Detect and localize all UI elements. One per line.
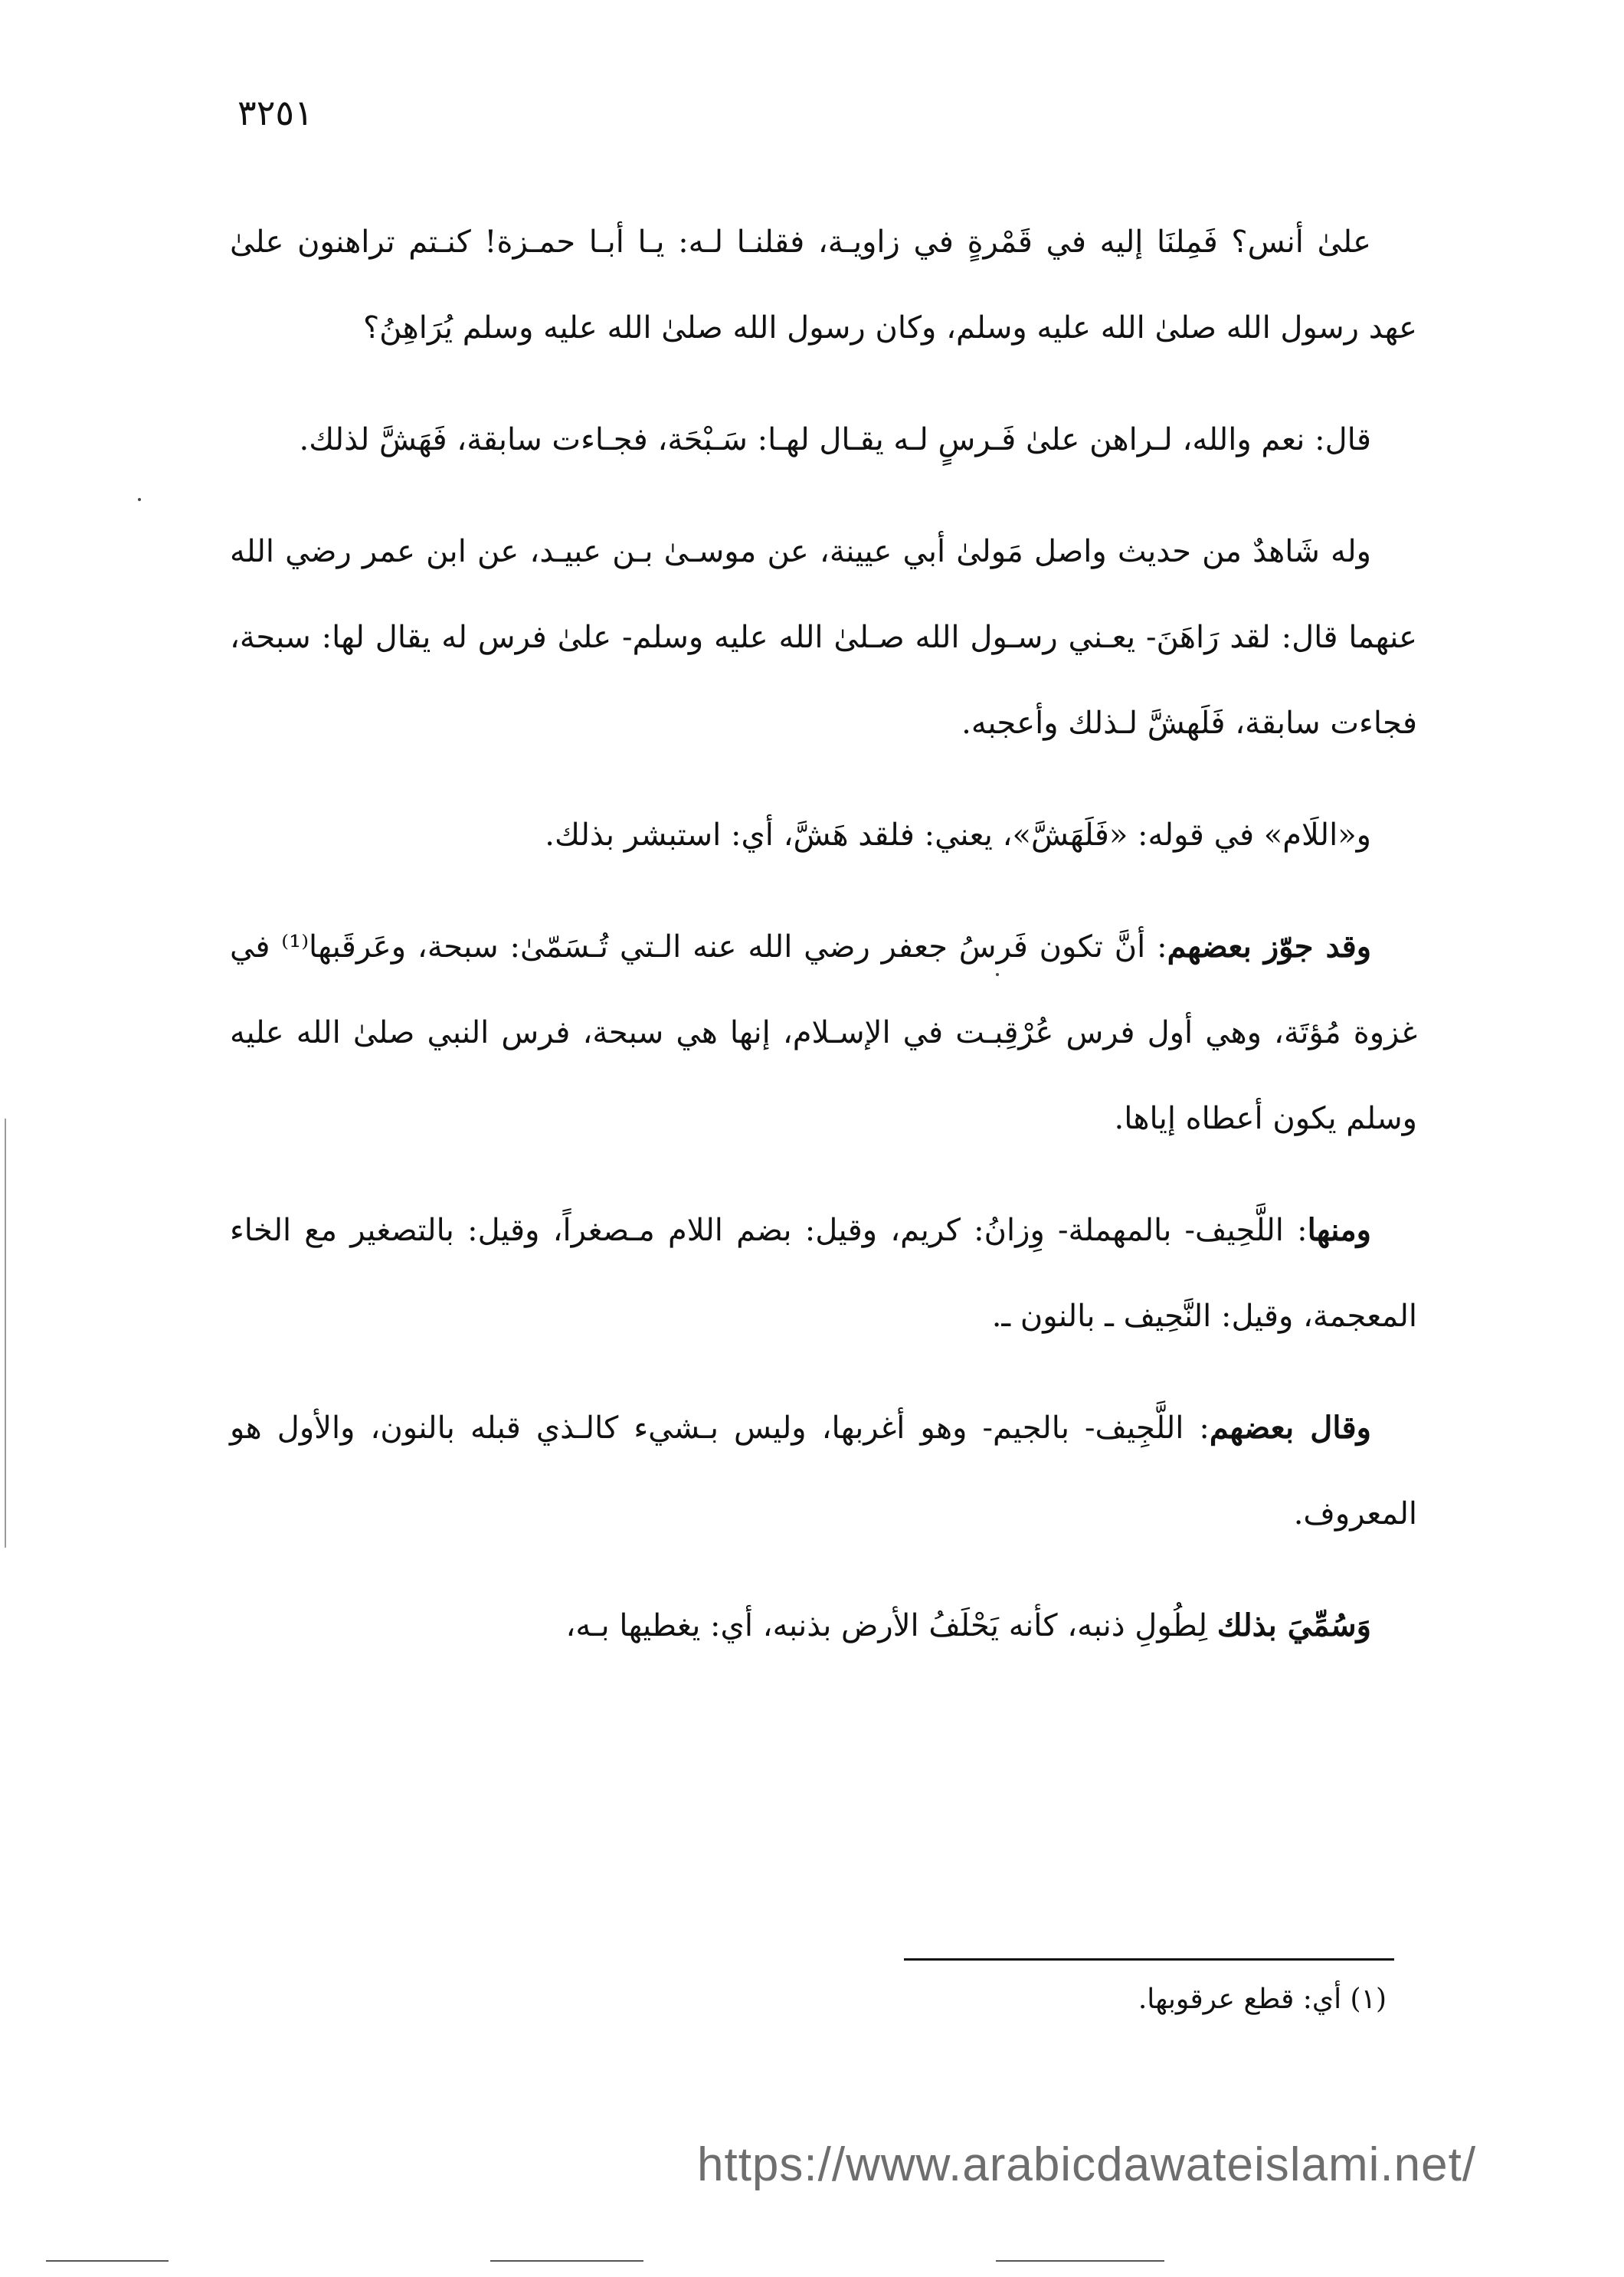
paragraph-4: و«اللَام» في قوله: «فَلَهَشَّ»، يعني: فلقد هَشَّ، أي: استبشر بذلك. bbox=[545, 817, 1371, 853]
scan-edge-mark bbox=[490, 2260, 643, 2262]
paragraph-8: وَسُمِّيَ بذلك لِطُولِ ذنبه، كأنه يَحْلَفُ الأرض بذنبه، أي: يغطيها بـه، bbox=[565, 1607, 1371, 1643]
scan-speck bbox=[138, 498, 141, 501]
scan-speck bbox=[996, 973, 999, 976]
footnote-separator bbox=[904, 1958, 1394, 1961]
paragraph-3: وله شَاهدٌ من حديث واصل مَولىٰ أبي عيينة، عن موسـىٰ بـن عبيـد، عن ابن عمر رضي الله عنهما قال: لقد رَاهَنَ- يعـني رسـول الله صـلىٰ الله عليه وسلم- علىٰ فرس له يقال لها: سبحة، فجاءت سابقة، فَلَهشَّ لـذلك وأعجبه. bbox=[230, 534, 1417, 741]
page-number: ٣٢٥١ bbox=[237, 92, 313, 133]
body-text bbox=[230, 199, 1417, 1695]
scan-edge-mark bbox=[46, 2260, 169, 2262]
paragraph-5: وقد جوّز بعضهم: أنَّ تكون فَرسُ جعفر رضي الله عنه الـتي تُـسَمّىٰ: سبحة، وعَرقَبها⁽¹⁾ في غزوة مُؤتَة، وهي أول فرس عُرْقِبـت في الإسـلام، إنها هي سبحة، فرس النبي صلىٰ الله عليه وسلم يكون أعطاه إياها. bbox=[230, 929, 1417, 1136]
paragraph-7: وقال بعضهم: اللَّجِيف- بالجيم- وهو أغربها، وليس بـشيء كالـذي قبله بالنون، والأول هو المعروف. bbox=[230, 1410, 1417, 1532]
paragraph-1: علىٰ أنس؟ فَمِلنَا إليه في قَمْرةٍ في زاويـة، فقلنـا لـه: يـا أبـا حمـزة! كنـتم تراهنون علىٰ عهد رسول الله صلىٰ الله عليه وسلم، وكان رسول الله صلىٰ الله عليه وسلم يُرَاهِنُ؟ bbox=[230, 224, 1417, 346]
scan-edge-mark bbox=[996, 2260, 1164, 2262]
scan-edge-line bbox=[5, 1119, 6, 1548]
footnote: (١) أي: قطع عرقوبها. bbox=[1138, 1984, 1387, 2015]
paragraph-2: قال: نعم والله، لـراهن علىٰ فَـرسٍ لـه يقـال لهـا: سَـبْحَة، فجـاءت سابقة، فَهَشَّ لذلك. bbox=[299, 422, 1371, 457]
watermark-url: https://www.arabicdawateislami.net/ bbox=[697, 2138, 1477, 2191]
paragraph-6: ومنها: اللَّحِيف- بالمهملة- وِزانُ: كريم، وقيل: بضم اللام مـصغراً، وقيل: بالتصغير مع الخاء المعجمة، وقيل: النَّحِيف ـ بالنون ـ. bbox=[230, 1212, 1417, 1334]
